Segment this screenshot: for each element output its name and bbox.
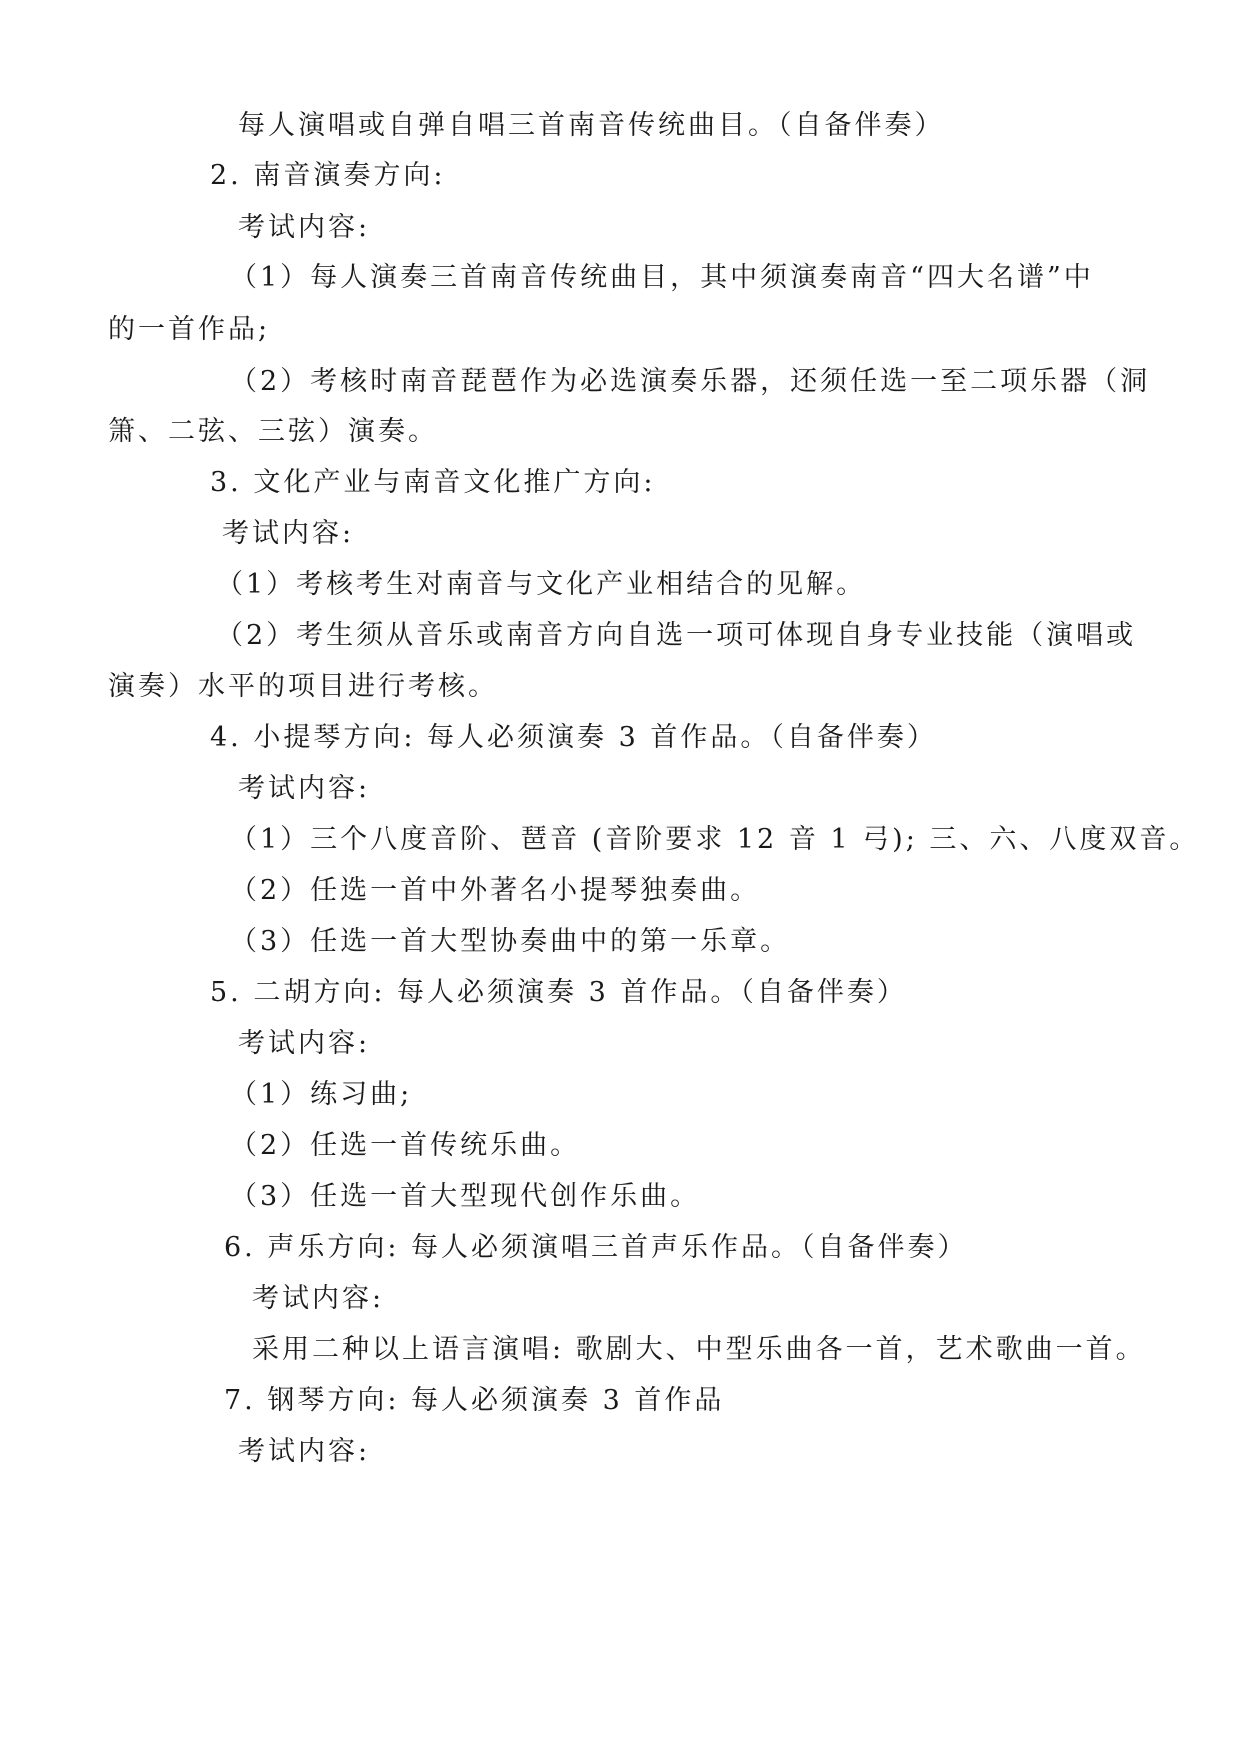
paragraph-line: 的一首作品; (108, 314, 271, 345)
paragraph-line: （3）任选一首大型现代创作乐曲。 (230, 1181, 701, 1212)
exam-content-label: 考试内容: (238, 1028, 371, 1059)
paragraph-line: （2）考生须从音乐或南音方向自选一项可体现自身专业技能（演唱或 (216, 620, 1137, 651)
paragraph-line: （2）考核时南音琵琶作为必选演奏乐器，还须任选一至二项乐器（洞 (230, 366, 1151, 397)
section-heading: 2. 南音演奏方向: (210, 160, 446, 191)
paragraph-line: （1）考核考生对南音与文化产业相结合的见解。 (216, 569, 867, 600)
section-heading: 6. 声乐方向: 每人必须演唱三首声乐作品。（自备伴奏） (224, 1232, 968, 1263)
exam-content-label: 考试内容: (252, 1283, 385, 1314)
section-heading: 7. 钢琴方向: 每人必须演奏 3 首作品 (224, 1385, 725, 1416)
paragraph-line: （3）任选一首大型协奏曲中的第一乐章。 (230, 926, 791, 957)
exam-content-label: 考试内容: (222, 518, 355, 549)
paragraph-line: 采用二种以上语言演唱: 歌剧大、中型乐曲各一首，艺术歌曲一首。 (252, 1334, 1146, 1365)
paragraph-line: （1）每人演奏三首南音传统曲目，其中须演奏南音“四大名谱”中 (230, 262, 1094, 293)
section-heading: 5. 二胡方向: 每人必须演奏 3 首作品。（自备伴奏） (210, 977, 907, 1008)
section-heading: 4. 小提琴方向: 每人必须演奏 3 首作品。（自备伴奏） (210, 722, 937, 753)
paragraph-line: （2）任选一首中外著名小提琴独奏曲。 (230, 875, 761, 906)
paragraph-line: （1）练习曲; (230, 1079, 413, 1110)
exam-content-label: 考试内容: (238, 1436, 371, 1467)
paragraph-line: 每人演唱或自弹自唱三首南音传统曲目。（自备伴奏） (238, 110, 945, 141)
section-heading: 3. 文化产业与南音文化推广方向: (210, 467, 656, 498)
paragraph-line: （1）三个八度音阶、琶音 (音阶要求 12 音 1 弓); 三、六、八度双音。 (230, 824, 1200, 855)
paragraph-line: 演奏）水平的项目进行考核。 (108, 671, 498, 702)
exam-content-label: 考试内容: (238, 212, 371, 243)
paragraph-line: 箫、二弦、三弦）演奏。 (108, 416, 438, 447)
exam-content-label: 考试内容: (238, 773, 371, 804)
paragraph-line: （2）任选一首传统乐曲。 (230, 1130, 581, 1161)
